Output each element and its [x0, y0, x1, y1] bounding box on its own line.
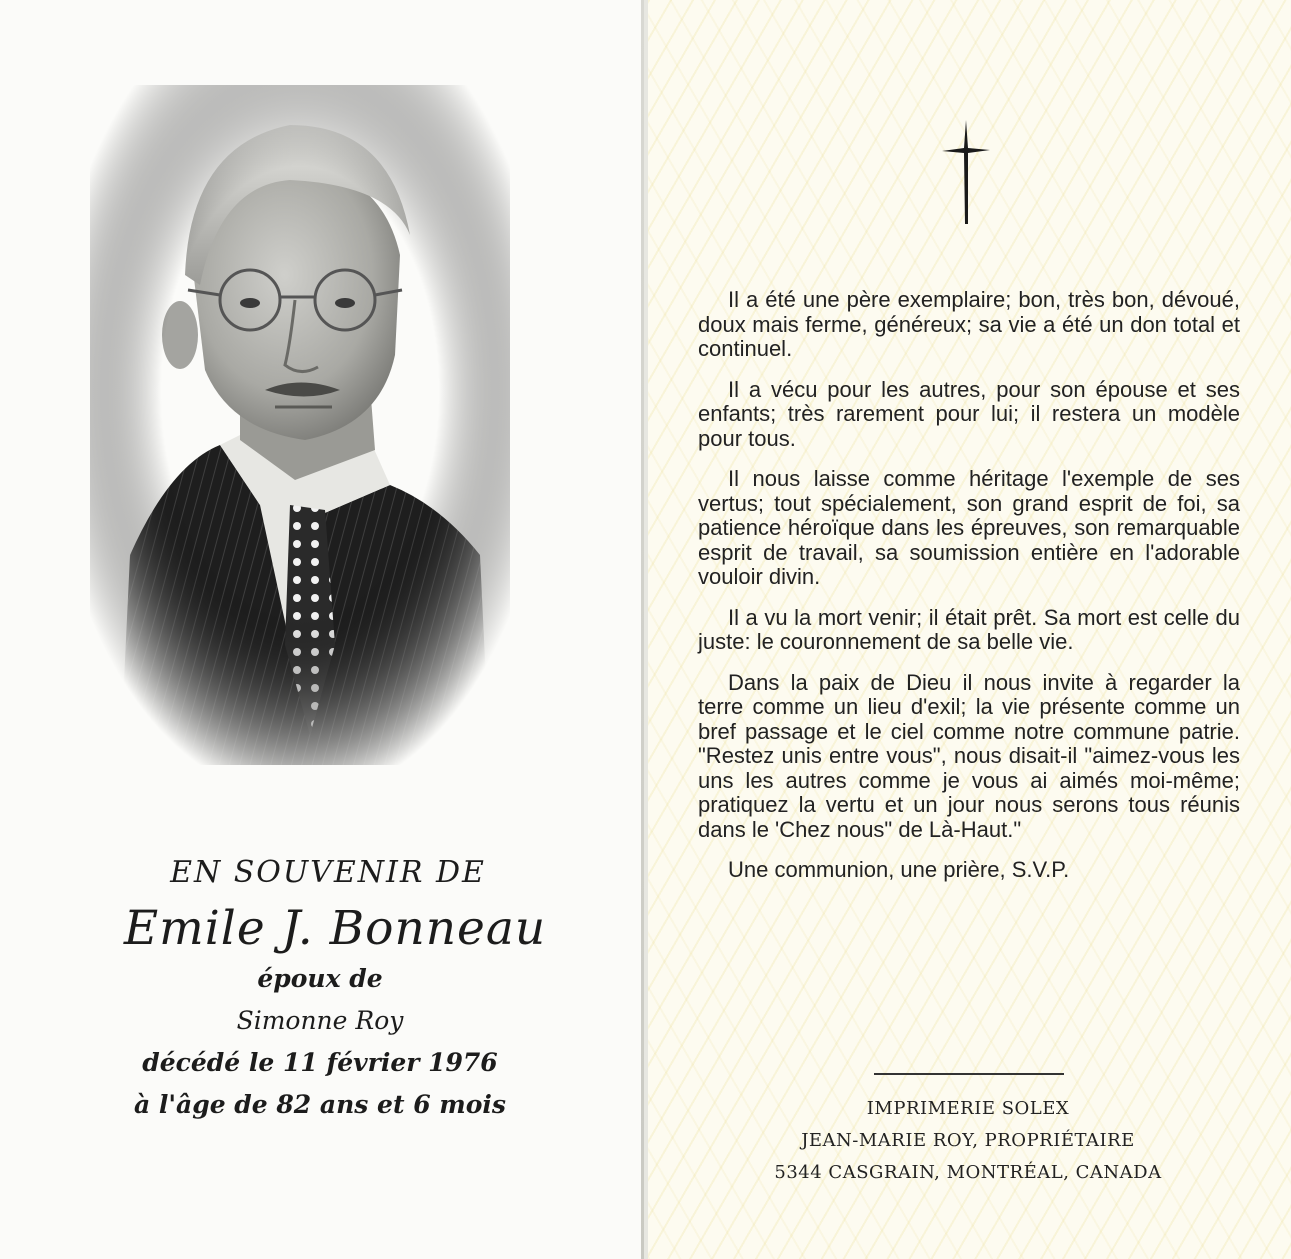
memorial-heading: EN SOUVENIR DE [170, 855, 486, 890]
spouse-name: Simonne Roy [236, 1006, 404, 1036]
deceased-name: Emile J. Bonneau [123, 901, 547, 956]
age-at-death: à l'âge de 82 ans et 6 mois [133, 1090, 507, 1120]
memorial-inscription [40, 855, 600, 1132]
memorial-card-front [0, 0, 644, 1259]
printer-credit [728, 1093, 1208, 1189]
printer-address: 5344 CASGRAIN, MONTRÉAL, CANADA [774, 1162, 1162, 1183]
eulogy-paragraph: Il nous laisse comme héritage l'exemple de ses vertus; tout spécialement, son grand esprit de foi, sa patience héroïque dans les épreuves, son remarquable esprit de travail, sa soumission entière en l'adorable vouloir divin. [698, 466, 1240, 589]
portrait-photo [90, 85, 510, 765]
prayer-request: Une communion, une prière, S.V.P. [728, 857, 1070, 882]
death-date: décédé le 11 février 1976 [142, 1048, 498, 1078]
eulogy-paragraph: Dans la paix de Dieu il nous invite à regarder la terre comme un lieu d'exil; la vie présente comme un bref passage et le ciel comme notre commune patrie. "Restez unis entre vous", nous disait-il "aimez-vous les uns les autres comme je vous ai aimés moi-même; pratiquez la vertu et un jour nous serons tous réunis dans le 'Chez nous" de Là-Haut." [698, 669, 1240, 842]
eulogy-paragraph: Il a vécu pour les autres, pour son épouse et ses enfants; très rarement pour lui; il restera un modèle pour tous. [698, 376, 1240, 451]
divider-line [874, 1073, 1064, 1075]
printer-owner: JEAN-MARIE ROY, PROPRIÉTAIRE [801, 1130, 1135, 1151]
eulogy-text [698, 288, 1240, 899]
cross-icon [938, 118, 994, 228]
eulogy-paragraph: Il a vu la mort venir; il était prêt. Sa mort est celle du juste: le couronnement de sa belle vie. [698, 604, 1240, 654]
spouse-label: époux de [257, 964, 383, 994]
printer-name: IMPRIMERIE SOLEX [866, 1098, 1070, 1119]
memorial-card-back [648, 0, 1291, 1259]
eulogy-paragraph: Il a été une père exemplaire; bon, très bon, dévoué, doux mais ferme, généreux; sa vie a été un don total et continuel. [698, 287, 1240, 361]
